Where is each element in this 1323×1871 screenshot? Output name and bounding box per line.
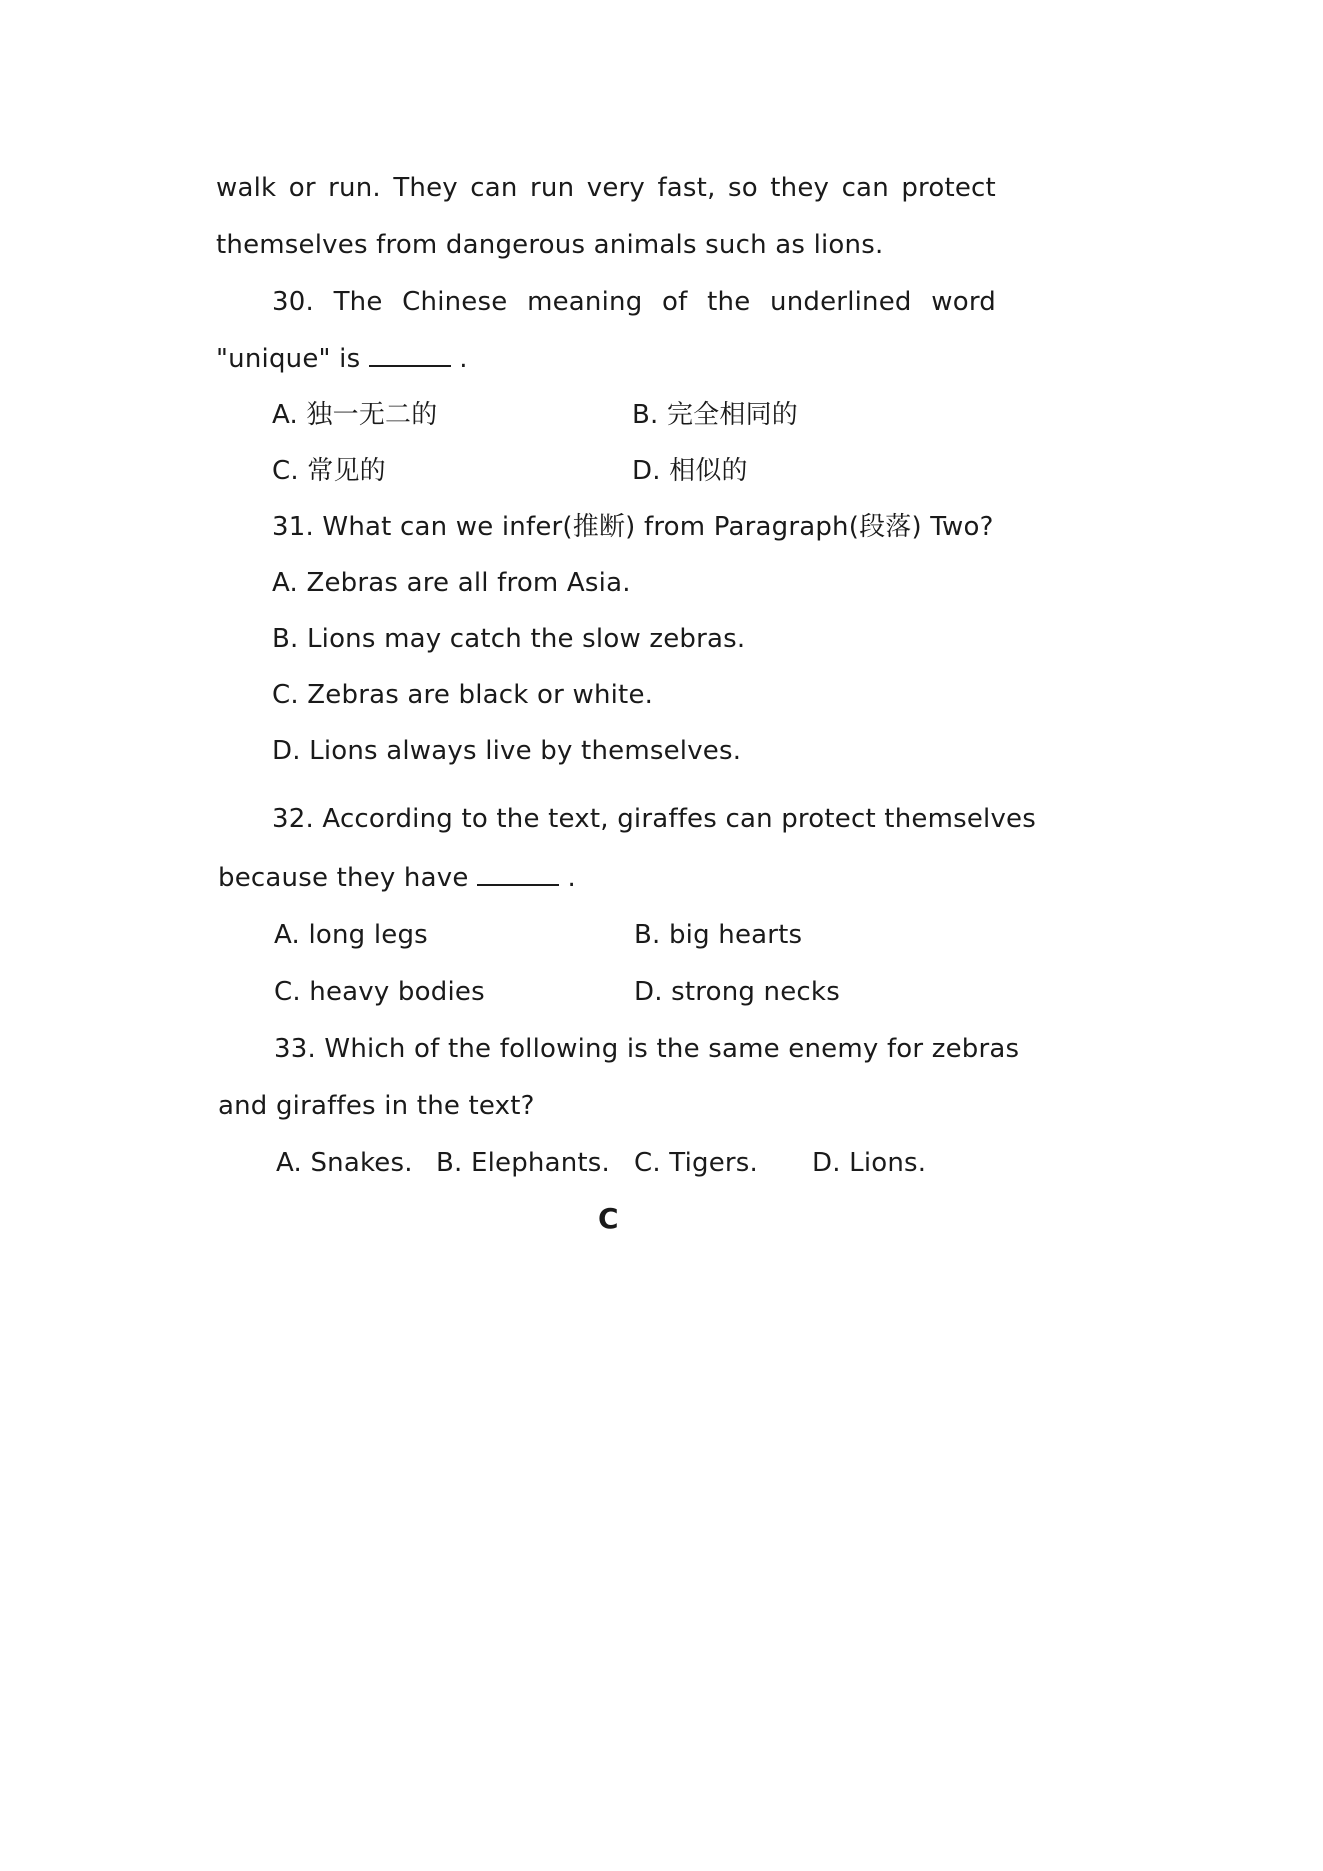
- q30-option-c: C. 常见的: [272, 456, 386, 486]
- q33-stem-line-2: and giraffes in the text?: [218, 1091, 535, 1121]
- q30-option-a: A. 独一无二的: [272, 400, 438, 430]
- q30-word: underlined: [770, 287, 912, 317]
- q32-option-d: D. strong necks: [634, 977, 840, 1007]
- passage-word: they: [770, 173, 830, 203]
- passage-word: walk: [216, 173, 277, 203]
- q30-option-b: B. 完全相同的: [632, 400, 798, 430]
- passage-line-1: [216, 172, 996, 204]
- q32-stem-line-2: [218, 862, 576, 894]
- q30-option-d: D. 相似的: [632, 456, 748, 486]
- passage-word: run.: [328, 173, 381, 203]
- q30-word: The: [333, 287, 383, 317]
- passage-word: very: [586, 173, 645, 203]
- q30-word: meaning: [527, 287, 643, 317]
- q30-word: word: [931, 287, 996, 317]
- q30-word: of: [662, 287, 688, 317]
- q32-stem-line-1: 32. According to the text, giraffes can protect themselves: [272, 804, 1036, 834]
- q33-option-d: D. Lions.: [812, 1148, 927, 1178]
- passage-word: so: [727, 173, 758, 203]
- q32-option-c: C. heavy bodies: [274, 977, 485, 1007]
- passage-word: can: [470, 173, 518, 203]
- q31-stem: 31. What can we infer(推断) from Paragraph(段落) Two?: [272, 512, 994, 542]
- q32-stem-text: because they have: [218, 863, 469, 893]
- passage-word: They: [393, 173, 458, 203]
- section-label: C: [598, 1202, 619, 1235]
- q33-stem-line-1: 33. Which of the following is the same enemy for zebras: [274, 1034, 1020, 1064]
- passage-word: fast,: [657, 173, 716, 203]
- passage-word: protect: [901, 173, 996, 203]
- q30-word: the: [707, 287, 751, 317]
- q33-option-a: A. Snakes.: [276, 1148, 413, 1178]
- passage-line-2: themselves from dangerous animals such as lions.: [216, 230, 884, 260]
- q32-stem-period: .: [567, 863, 576, 893]
- q31-option-a: A. Zebras are all from Asia.: [272, 568, 631, 598]
- q33-option-b: B. Elephants.: [436, 1148, 611, 1178]
- answer-blank: [477, 862, 559, 886]
- q31-option-b: B. Lions may catch the slow zebras.: [272, 624, 746, 654]
- q31-option-d: D. Lions always live by themselves.: [272, 736, 742, 766]
- q30-word: Chinese: [402, 287, 508, 317]
- answer-blank: [369, 343, 451, 367]
- passage-word: run: [530, 173, 575, 203]
- q32-option-a: A. long legs: [274, 920, 428, 950]
- q32-option-b: B. big hearts: [634, 920, 803, 950]
- q30-stem-text: "unique" is: [216, 344, 361, 374]
- q30-stem-period: .: [459, 344, 468, 374]
- q30-stem-line-1: [272, 286, 996, 318]
- passage-word: or: [288, 173, 316, 203]
- q30-word: 30.: [272, 287, 314, 317]
- q30-stem-line-2: [216, 343, 468, 375]
- q33-option-c: C. Tigers.: [634, 1148, 758, 1178]
- q31-option-c: C. Zebras are black or white.: [272, 680, 654, 710]
- passage-word: can: [841, 173, 889, 203]
